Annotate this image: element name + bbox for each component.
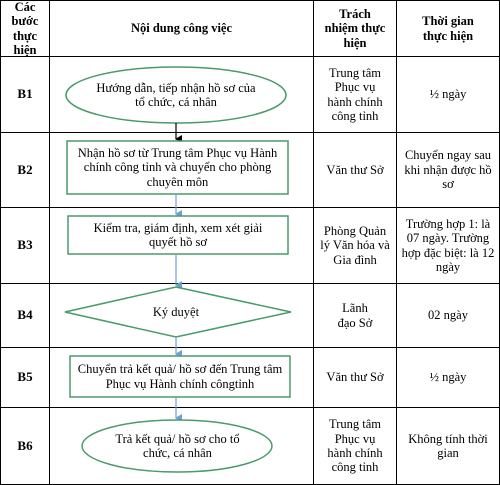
- step-label: B4: [17, 307, 33, 323]
- step-content: Trả kết quả/ hồ sơ cho tổ chức, cá nhân: [115, 431, 240, 460]
- responsible-cell: Phòng Quản lý Văn hóa và Gia đình: [320, 223, 390, 267]
- responsible-cell: Lãnh đạo Sở: [337, 301, 373, 330]
- header-responsible: Trách nhiệm thực hiện: [324, 6, 386, 50]
- step-label: B3: [17, 237, 33, 253]
- responsible-cell: Trung tâm Phục vụ hành chính công tỉnh: [327, 417, 383, 475]
- step-content: Nhận hồ sơ từ Trung tâm Phục vụ Hành chính công tỉnh và chuyển cho phòng chuyên môn: [77, 145, 278, 189]
- step-label: B6: [17, 437, 33, 453]
- step-content: Kiểm tra, giám định, xem xét giải quyết hồ sơ: [93, 220, 263, 249]
- header-time: Thời gian thực hiện: [422, 14, 474, 43]
- time-cell: ½ ngày: [429, 370, 467, 385]
- time-cell: Trường hợp 1: là 07 ngày. Trường hợp đặc biệt: là 12 ngày: [401, 216, 495, 274]
- time-cell: Chuyển ngay sau khi nhận được hồ sơ: [404, 148, 492, 192]
- step-content: Hướng dẫn, tiếp nhận hồ sơ của tổ chức, cá nhân: [96, 80, 256, 109]
- step-label: B2: [17, 161, 33, 177]
- time-cell: ½ ngày: [429, 87, 467, 102]
- step-content: Chuyển trả kết quả/ hồ sơ đến Trung tâm Phục vụ Hành chính côngtỉnh: [77, 362, 283, 391]
- header-content: Nội dung công việc: [130, 21, 233, 36]
- step-label: B1: [17, 86, 33, 102]
- time-cell: 02 ngày: [428, 308, 468, 323]
- responsible-cell: Văn thư Sở: [326, 370, 384, 385]
- time-cell: Không tính thời gian: [408, 431, 488, 460]
- responsible-cell: Văn thư Sở: [326, 162, 384, 177]
- step-content: Ký duyệt: [152, 304, 200, 319]
- header-step: Các bước thực hiện: [11, 0, 39, 57]
- responsible-cell: Trung tâm Phục vụ hành chính công tỉnh: [327, 65, 383, 123]
- step-label: B5: [17, 369, 33, 385]
